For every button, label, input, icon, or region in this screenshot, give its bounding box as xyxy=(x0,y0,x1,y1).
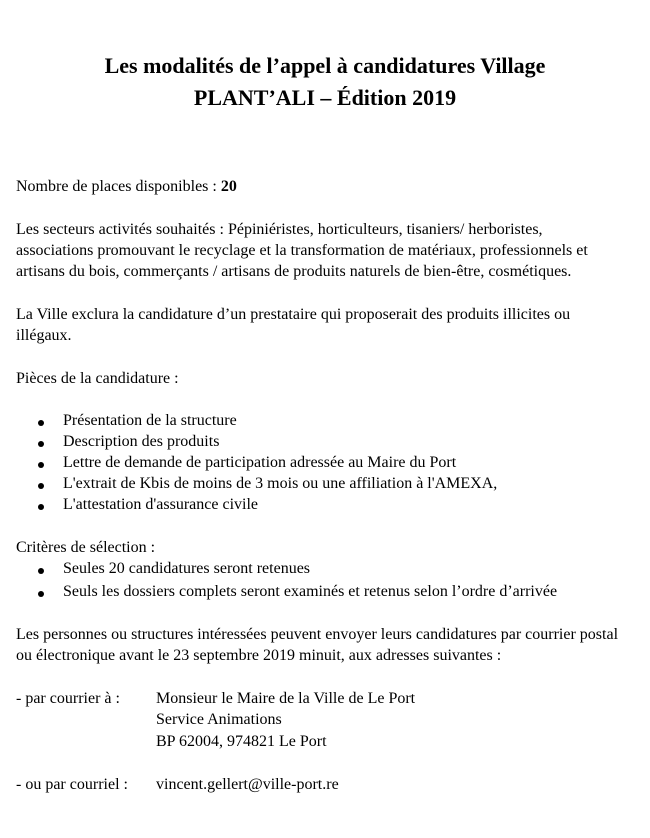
places-label: Nombre de places disponibles : xyxy=(16,178,221,195)
postal-label: - par courrier à : xyxy=(16,690,120,707)
places-value: 20 xyxy=(220,178,237,195)
bullet-icon xyxy=(38,410,44,416)
document-title-line-1: Les modalités de l’appel à candidatures Village xyxy=(104,53,546,78)
submission-line-1: Les personnes ou structures intéressées peuvent envoyer leurs candidatures par courrier postal xyxy=(16,626,619,643)
list-item-text: Seuls les dossiers complets seront examinés et retenus selon l’ordre d’arrivée xyxy=(63,583,558,600)
list-item-text: L'attestation d'assurance civile xyxy=(63,496,259,513)
bullet-icon xyxy=(38,558,44,564)
bullet-icon xyxy=(38,494,44,500)
places-paragraph xyxy=(16,176,237,197)
submission-line-2: ou électronique avant le 23 septembre 2019 minuit, aux adresses suivantes : xyxy=(16,647,502,664)
list-item-text: Lettre de demande de participation adressée au Maire du Port xyxy=(63,454,457,471)
documents-heading: Pièces de la candidature : xyxy=(16,370,179,387)
exclusion-line-1: La Ville exclura la candidature d’un prestataire qui proposerait des produits illicites ou xyxy=(16,306,571,323)
list-item-text: Description des produits xyxy=(63,433,220,450)
sectors-line-1: Les secteurs activités souhaités : Pépiniéristes, horticulteurs, tisaniers/ herboristes, xyxy=(16,221,543,238)
sectors-line-3: artisans du bois, commerçants / artisans de produits naturels de bien-être, cosmétiques. xyxy=(16,263,572,280)
postal-address-line-1: Monsieur le Maire de la Ville de Le Port xyxy=(156,690,416,707)
postal-address-line-2: Service Animations xyxy=(156,711,282,728)
document-title-line-2: PLANT’ALI – Édition 2019 xyxy=(193,85,457,110)
postal-address-line-3: BP 62004, 974821 Le Port xyxy=(156,733,327,750)
email-label: - ou par courriel : xyxy=(16,776,128,793)
criteria-heading: Critères de sélection : xyxy=(16,539,156,556)
bullet-icon xyxy=(38,452,44,458)
bullet-icon xyxy=(38,431,44,437)
email-address: vincent.gellert@ville-port.re xyxy=(156,776,339,793)
exclusion-line-2: illégaux. xyxy=(16,327,72,344)
sectors-line-2: associations promouvant le recyclage et la transformation de matériaux, professionnels et xyxy=(16,242,588,259)
list-item-text: Présentation de la structure xyxy=(63,412,237,429)
list-item-text: Seules 20 candidatures seront retenues xyxy=(63,560,311,577)
bullet-icon xyxy=(38,581,44,587)
bullet-icon xyxy=(38,473,44,479)
list-item-text: L'extrait de Kbis de moins de 3 mois ou une affiliation à l'AMEXA, xyxy=(63,475,498,492)
